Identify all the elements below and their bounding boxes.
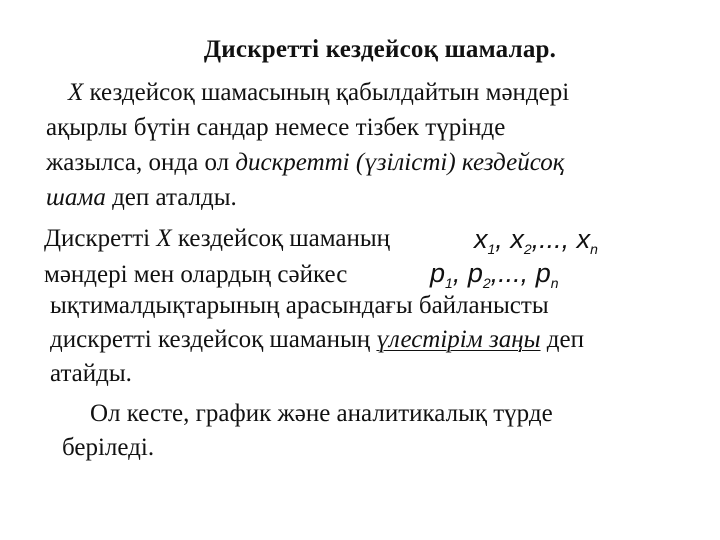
para1-line3 [46, 148, 564, 178]
x2-sub: 2 [523, 241, 532, 257]
xn-var: x [576, 224, 591, 254]
x-dots: ,..., [531, 224, 577, 254]
para2-line4-text: деп [540, 326, 584, 353]
slide-title: Дискретті кездейсоқ шамалар. [203, 36, 557, 63]
para2-line3: ықтималдықтарының арасындағы байланысты [50, 292, 549, 319]
p-dots: ,..., [490, 258, 536, 288]
para1-line1-text: кездейсоқ шамасының қабылдайтын мәндері [83, 79, 570, 106]
para2-line5: атайды. [50, 360, 132, 387]
term-discrete: дискретті (үзілісті) кездейсоқ [235, 149, 565, 176]
x1-var: x [474, 224, 488, 254]
para2-line1-pre: Дискретті [44, 225, 157, 252]
p2-sub: 2 [482, 275, 491, 291]
x-sep: , [495, 224, 511, 254]
x2-var: x [510, 224, 524, 254]
para2-line4-pre: дискретті кездейсоқ шаманың [50, 326, 377, 353]
variable-x: X [68, 79, 84, 106]
para1-line4-text: деп аталды. [105, 184, 237, 211]
para1-line1 [68, 78, 569, 108]
pn-sub: n [550, 275, 559, 291]
xn-sub: n [590, 241, 598, 257]
term-distribution-law: үлестірім заңы [376, 326, 541, 353]
p1-sub: 1 [445, 275, 453, 291]
para3-line2: беріледі. [62, 434, 155, 461]
para1-line3-text: жазылса, онда ол [46, 149, 236, 176]
variable-x-2: X [156, 225, 172, 252]
p-sep: , [452, 258, 468, 288]
para2-line1-text: кездейсоқ шаманың [171, 225, 391, 252]
p2-var: p [467, 258, 483, 288]
para3-line1: Ол кесте, график және аналитикалық түрде [90, 400, 553, 427]
x1-sub: 1 [487, 241, 496, 257]
pn-var: p [535, 258, 551, 288]
term-quantity: шама [46, 184, 106, 211]
para1-line4 [46, 183, 237, 213]
para2-line2: мәндері мен олардың сәйкес [44, 261, 348, 288]
para2-line4 [50, 325, 584, 355]
para1-line2: ақырлы бүтін сандар немесе тізбек түрінде [46, 114, 506, 141]
para2-line1 [44, 224, 390, 254]
p1-var: p [430, 258, 446, 288]
